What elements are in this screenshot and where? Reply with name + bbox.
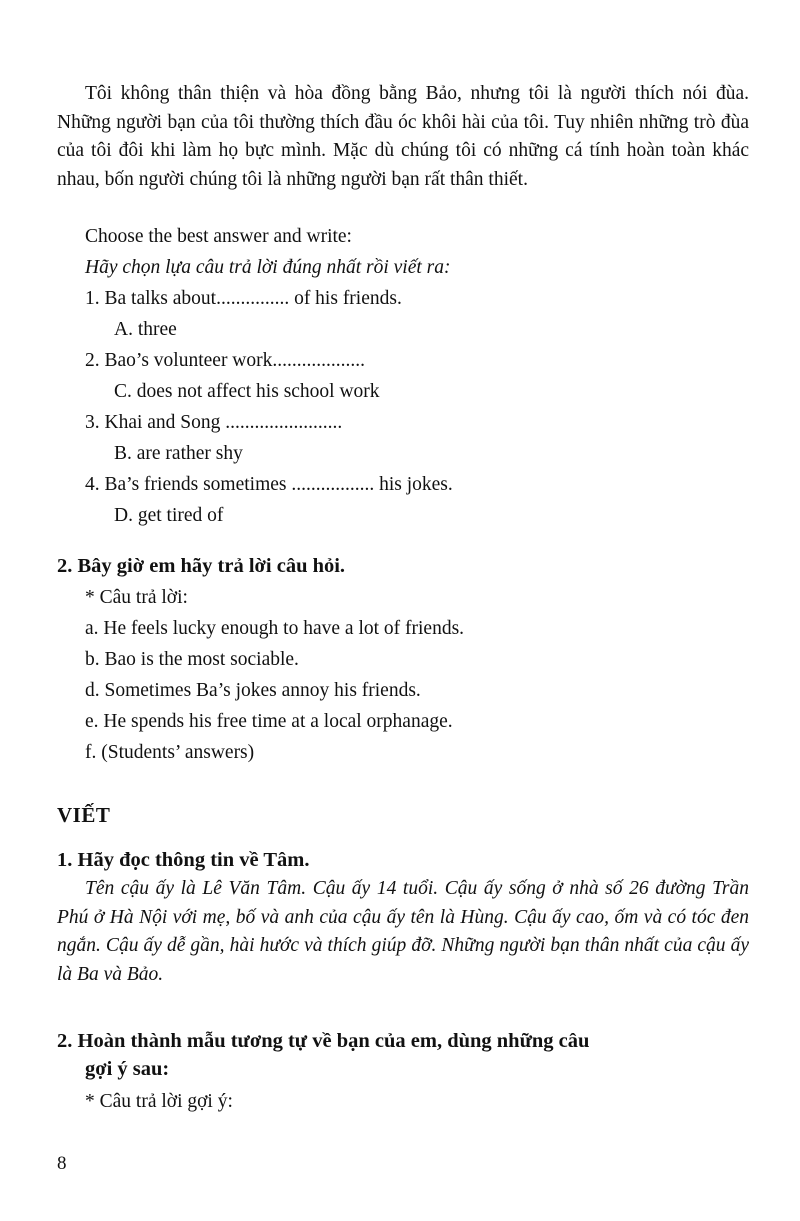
answer-1: A. three — [114, 319, 177, 340]
question-1: 1. Ba talks about............... of his friends. — [85, 288, 402, 309]
exercise-2 — [57, 551, 757, 768]
answer-4: D. get tired of — [114, 505, 224, 526]
intro-section — [57, 80, 749, 194]
exercise-2-heading: 2. Bây giờ em hãy trả lời câu hỏi. — [57, 555, 346, 577]
answer-label: * Câu trả lời: — [85, 587, 188, 608]
page-number: 8 — [57, 1153, 67, 1174]
viet-item-1-heading: 1. Hãy đọc thông tin về Tâm. — [57, 849, 310, 871]
answer-b: b. Bao is the most sociable. — [85, 649, 299, 670]
answer-2: C. does not affect his school work — [114, 381, 380, 402]
viet-item-2-heading-line-1: 2. Hoàn thành mẫu tương tự về bạn của em, dùng những câu — [57, 1030, 590, 1052]
instruction-vietnamese: Hãy chọn lựa câu trả lời đúng nhất rồi viết ra: — [85, 257, 451, 278]
viet-item-1-text: Tên cậu ấy là Lê Văn Tâm. Cậu ấy 14 tuổi. Cậu ấy sống ở nhà số 26 đường Trần Phú ở Hà Nội với mẹ, bố và anh của cậu ấy tên là Hùng. Cậu ấy cao, ốm và có tóc đen ngắn. Cậu ấy dễ gần, hài hước và thích giúp đỡ. Những người bạn thân nhất của cậu ấy là Ba và Bảo. — [57, 878, 749, 985]
exercise-1 — [57, 221, 757, 531]
answer-f: f. (Students’ answers) — [85, 742, 255, 763]
intro-paragraph: Tôi không thân thiện và hòa đồng bằng Bảo, nhưng tôi là người thích nói đùa. Những người bạn của tôi thường thích đầu óc khôi hài của tôi. Tuy nhiên những trò đùa của tôi đôi khi làm họ bực mình. Mặc dù chúng tôi có những cá tính hoàn toàn khác nhau, bốn người chúng tôi là những người bạn rất thân thiết. — [57, 83, 749, 190]
instruction-english: Choose the best answer and write: — [85, 226, 352, 247]
question-2: 2. Bao’s volunteer work................... — [85, 350, 366, 371]
answer-e: e. He spends his free time at a local orphanage. — [85, 711, 453, 732]
viet-item-2-heading-line-2: gợi ý sau: — [85, 1058, 170, 1080]
question-4: 4. Ba’s friends sometimes ................. his jokes. — [85, 474, 453, 495]
answer-d: d. Sometimes Ba’s jokes annoy his friends. — [85, 680, 421, 701]
answer-a: a. He feels lucky enough to have a lot of friends. — [85, 618, 465, 639]
answer-3: B. are rather shy — [114, 443, 243, 464]
viet-item-2-label: * Câu trả lời gợi ý: — [85, 1091, 233, 1112]
viet-item-2-heading — [57, 1027, 757, 1083]
section-title-viet: VIẾT — [57, 803, 111, 827]
question-3: 3. Khai and Song ........................ — [85, 412, 343, 433]
